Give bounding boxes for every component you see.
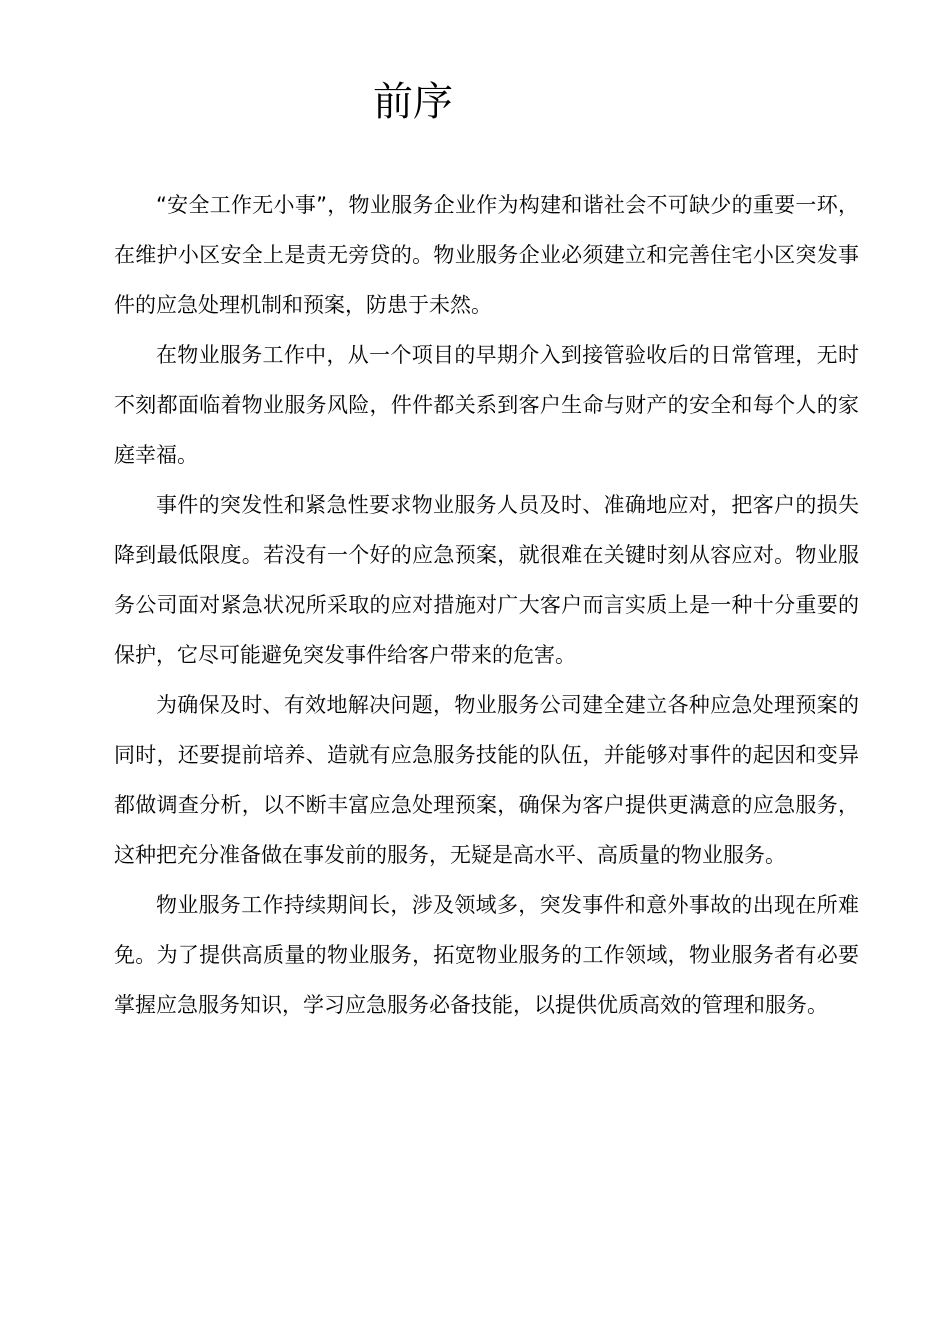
paragraph: 在物业服务工作中，从一个项目的早期介入到接管验收后的日常管理，无时不刻都面临着物业服务风险，件件都关系到客户生命与财产的安全和每个人的家庭幸福。 [114, 343, 859, 467]
paragraph: “安全工作无小事”，物业服务企业作为构建和谐社会不可缺少的重要一环，在维护小区安全上是责无旁贷的。物业服务企业必须建立和完善住宅小区突发事件的应急处理机制和预案，防患于未然。 [114, 193, 859, 317]
paragraph: 为确保及时、有效地解决问题，物业服务公司建全建立各种应急处理预案的同时，还要提前培养、造就有应急服务技能的队伍，并能够对事件的起因和变异都做调查分析，以不断丰富应急处理预案，确保为客户提供更满意的应急服务，这种把充分准备做在事发前的服务，无疑是高水平、高质量的物业服务。 [114, 693, 859, 867]
page-title: 前序 [373, 79, 453, 125]
paragraph: 事件的突发性和紧急性要求物业服务人员及时、准确地应对，把客户的损失降到最低限度。若没有一个好的应急预案，就很难在关键时刻从容应对。物业服务公司面对紧急状况所采取的应对措施对广大客户而言实质上是一种十分重要的保护，它尽可能避免突发事件给客户带来的危害。 [114, 493, 859, 667]
document-body [114, 180, 859, 1030]
paragraph: 物业服务工作持续期间长，涉及领域多，突发事件和意外事故的出现在所难免。为了提供高质量的物业服务，拓宽物业服务的工作领域，物业服务者有必要掌握应急服务知识，学习应急服务必备技能，以提供优质高效的管理和服务。 [114, 893, 859, 1017]
